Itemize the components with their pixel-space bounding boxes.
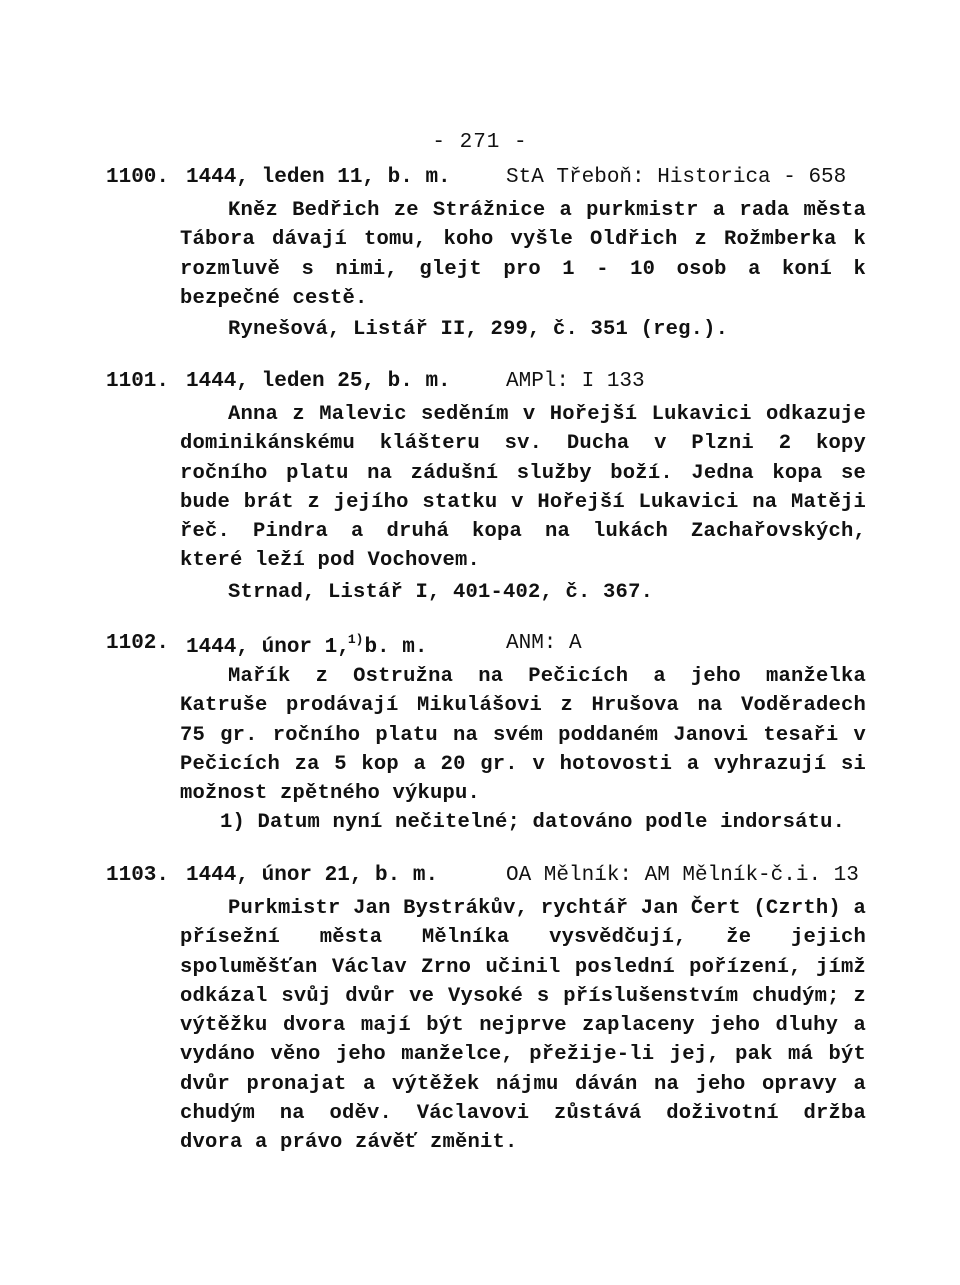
entry-date: 1444, leden 11, b. m. <box>186 166 451 189</box>
entry-text <box>180 196 866 313</box>
regest-entry <box>106 632 866 838</box>
regest-entry <box>106 166 866 344</box>
regest-entry <box>106 864 866 1158</box>
entry-number: 1103. <box>106 864 170 887</box>
entry-text <box>180 662 866 808</box>
entry-number: 1102. <box>106 632 170 655</box>
entry-text <box>180 400 866 576</box>
entry-archive: AMPl: I 133 <box>506 370 645 393</box>
entry-text <box>180 894 866 1158</box>
entry-paragraph: Anna z Malevic seděním v Hořejší Lukavici odkazuje dominikánskému klášteru sv. Ducha v Plzni 2 kopy ročního platu na zádušní služby boží. Jedna kopa se bude brát z jejího statku v Hořejší Lukavici na Matěji řeč. Pindra a druhá kopa na lukách Zachařovských, které leží pod Vochovem. <box>180 403 866 573</box>
entry-date: 1444, únor 21, b. m. <box>186 864 439 887</box>
entry-date: 1444, únor 1, <box>186 636 350 659</box>
entry-header <box>106 370 866 400</box>
footnote-mark: 1) <box>347 632 364 647</box>
entry-date-group <box>186 632 427 659</box>
entry-footnote: 1) Datum nyní nečitelné; datováno podle indorsátu. <box>220 811 846 835</box>
entry-paragraph: Kněz Bedřich ze Strážnice a purkmistr a rada města Tábora dávají tomu, koho vyšle Oldřich z Rožmberka k rozmluvě s nimi, glejt pro 1 - 10 osob a koní k bezpečné cestě. <box>180 199 866 310</box>
entry-archive: OA Mělník: AM Mělník-č.i. 13 <box>506 864 859 887</box>
regest-entry <box>106 370 866 607</box>
entry-header <box>106 166 866 196</box>
entry-header <box>106 632 866 662</box>
entry-number: 1100. <box>106 166 170 189</box>
entry-reference: Rynešová, Listář II, 299, č. 351 (reg.). <box>228 318 729 342</box>
page-number: - 271 - <box>432 131 528 154</box>
entry-paragraph: Mařík z Ostružna na Pečicích a jeho manželka Katruše prodávají Mikulášovi z Hrušova na Voděradech 75 gr. ročního platu na svém poddaném Janovi tesaři v Pečicích za 5 kop a 20 gr. v hotovosti a vyhrazují si možnost zpětného výkupu. <box>180 665 866 806</box>
entry-paragraph: Purkmistr Jan Bystrákův, rychtář Jan Čert (Czrth) a přísežní města Mělníka vysvědčují, že jejich spoluměšťan Václav Zrno učinil poslední pořízení, jímž odkázal svůj dvůr ve Vysoké s příslušenstvím chudým; z výtěžku dvora mají být nejprve zaplaceny jeho dluhy a vydáno věno jeho manželce, přežije-li jej, pak má být dvůr pronajat a výtěžek nájmu dáván na jeho opravy a chudým na oděv. Václavovi zůstává doživotní držba dvora a právo závěť změnit. <box>180 897 866 1155</box>
entry-date-tail: b. m. <box>364 636 428 659</box>
entry-number: 1101. <box>106 370 170 393</box>
entry-archive: ANM: A <box>506 632 582 655</box>
entry-reference: Strnad, Listář I, 401-402, č. 367. <box>228 580 654 604</box>
entry-date: 1444, leden 25, b. m. <box>186 370 451 393</box>
entry-archive: StA Třeboň: Historica - 658 <box>506 166 847 189</box>
entry-header <box>106 864 866 894</box>
